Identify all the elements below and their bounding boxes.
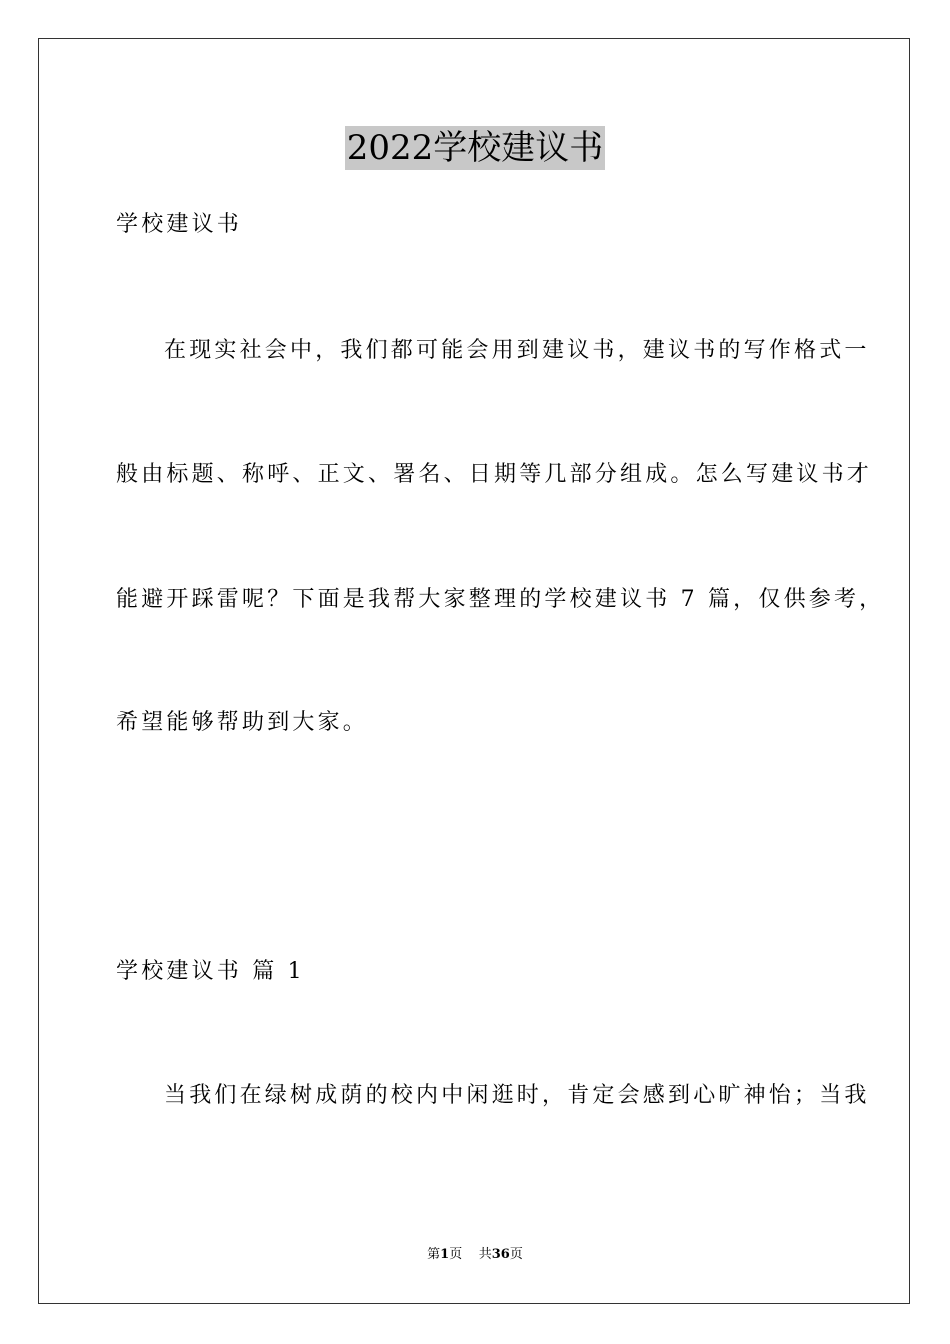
intro-line-4: 希望能够帮助到大家。 [116, 710, 369, 735]
footer-total-pages: 36 [491, 1247, 510, 1262]
section-heading: 学校建议书 篇 1 [116, 959, 305, 984]
title-container [0, 126, 950, 170]
footer-page-prefix: 第 [427, 1247, 441, 1262]
intro-line-3: 能避开踩雷呢？下面是我帮大家整理的学校建议书 7 篇，仅供参考， [116, 587, 885, 612]
footer-total-suffix: 页 [509, 1247, 523, 1262]
footer-page-suffix: 页 [449, 1247, 463, 1262]
document-title: 2022学校建议书 [346, 128, 604, 168]
document-subtitle: 学校建议书 [116, 212, 243, 237]
intro-line-2: 般由标题、称呼、正文、署名、日期等几部分组成。怎么写建议书才 [116, 462, 873, 487]
page-footer [0, 1246, 950, 1264]
footer-total-prefix: 共 [478, 1247, 492, 1262]
intro-line-1: 在现实社会中，我们都可能会用到建议书，建议书的写作格式一 [164, 338, 870, 363]
footer-page-number: 1 [440, 1247, 450, 1262]
section-first-line: 当我们在绿树成荫的校内中闲逛时，肯定会感到心旷神怡；当我 [164, 1083, 870, 1108]
